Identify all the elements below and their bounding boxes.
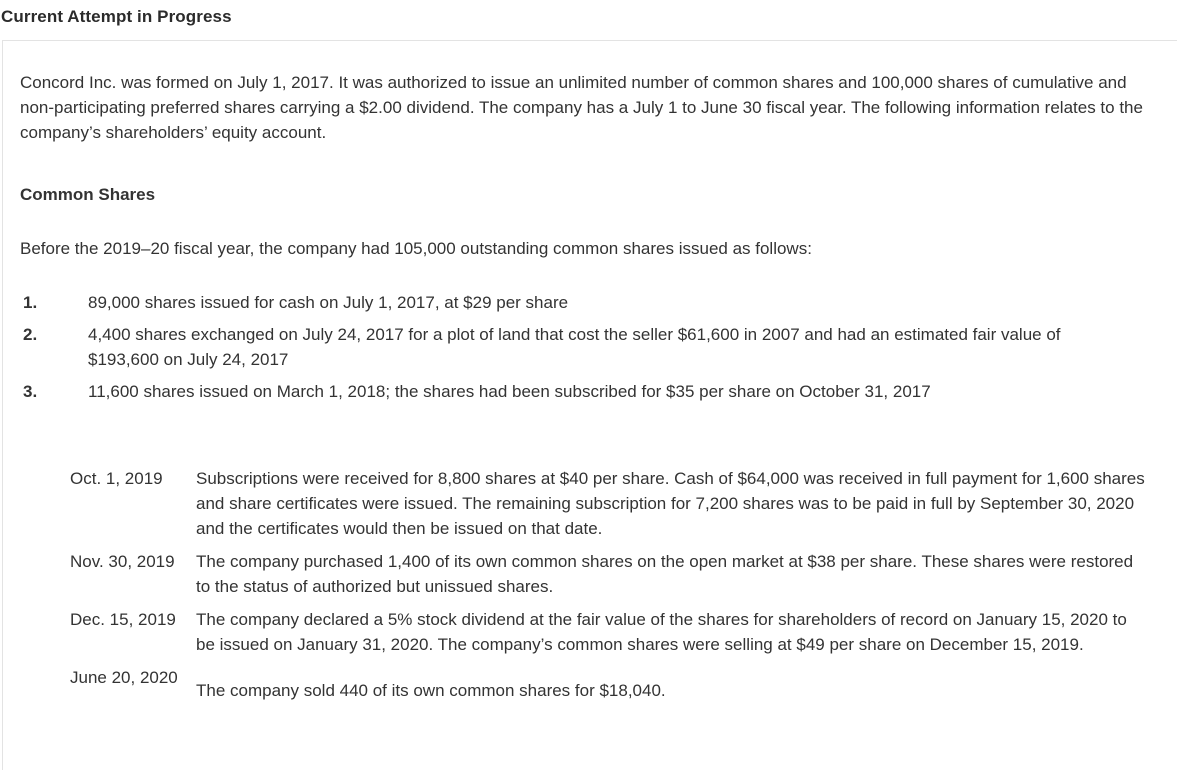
list-item (20, 379, 1130, 404)
transaction-row (70, 466, 1150, 541)
share-issue-list (20, 290, 1130, 411)
list-text: 89,000 shares issued for cash on July 1, 2017, at $29 per share (88, 293, 569, 312)
transaction-description: The company declared a 5% stock dividend at the fair value of the shares for shareholders of record on January 15, 2020 to be issued on January 31, 2020. The company’s common shares were selling at $49 per share on December 15, 2019. (196, 610, 1127, 654)
transaction-description: The company purchased 1,400 of its own common shares on the open market at $38 per share. These shares were restored to the status of authorized but unissued shares. (196, 552, 1134, 596)
transaction-row (70, 607, 1150, 657)
list-item (20, 322, 1130, 372)
problem-intro: Concord Inc. was formed on July 1, 2017. It was authorized to issue an unlimited number of common shares and 100,000 shares of cumulative and non-participating preferred shares carrying a $2.00 dividend. The company has a July 1 to June 30 fiscal year. The following information relates to the company’s shareholders’ equity account. (20, 73, 1143, 142)
list-text: 11,600 shares issued on March 1, 2018; the shares had been subscribed for $35 per share on October 31, 2017 (88, 382, 931, 401)
list-item (20, 290, 1130, 315)
list-number: 2. (23, 325, 38, 344)
list-text: 4,400 shares exchanged on July 24, 2017 for a plot of land that cost the seller $61,600 in 2007 and had an estimated fair value of $193,600 on July 24, 2017 (88, 325, 1061, 369)
before-fiscal-text: Before the 2019–20 fiscal year, the company had 105,000 outstanding common shares issued as follows: (20, 239, 812, 258)
transaction-row (70, 665, 1150, 703)
page-title: Current Attempt in Progress (1, 7, 232, 26)
list-number: 3. (23, 382, 38, 401)
transaction-date: Nov. 30, 2019 (70, 552, 175, 571)
transaction-date: June 20, 2020 (70, 668, 178, 687)
problem-content (20, 70, 1150, 700)
transaction-date: Dec. 15, 2019 (70, 610, 176, 629)
transactions-table (70, 466, 1150, 711)
transaction-date: Oct. 1, 2019 (70, 469, 163, 488)
list-number: 1. (23, 293, 38, 312)
section-title-common-shares: Common Shares (20, 185, 156, 204)
transaction-description: Subscriptions were received for 8,800 shares at $40 per share. Cash of $64,000 was received in full payment for 1,600 shares and share certificates were issued. The remaining subscription for 7,200 shares was to be paid in full by September 30, 2020 and the certificates would then be issued on that date. (196, 469, 1145, 538)
transaction-description: The company sold 440 of its own common shares for $18,040. (196, 681, 666, 700)
transaction-row (70, 549, 1150, 599)
